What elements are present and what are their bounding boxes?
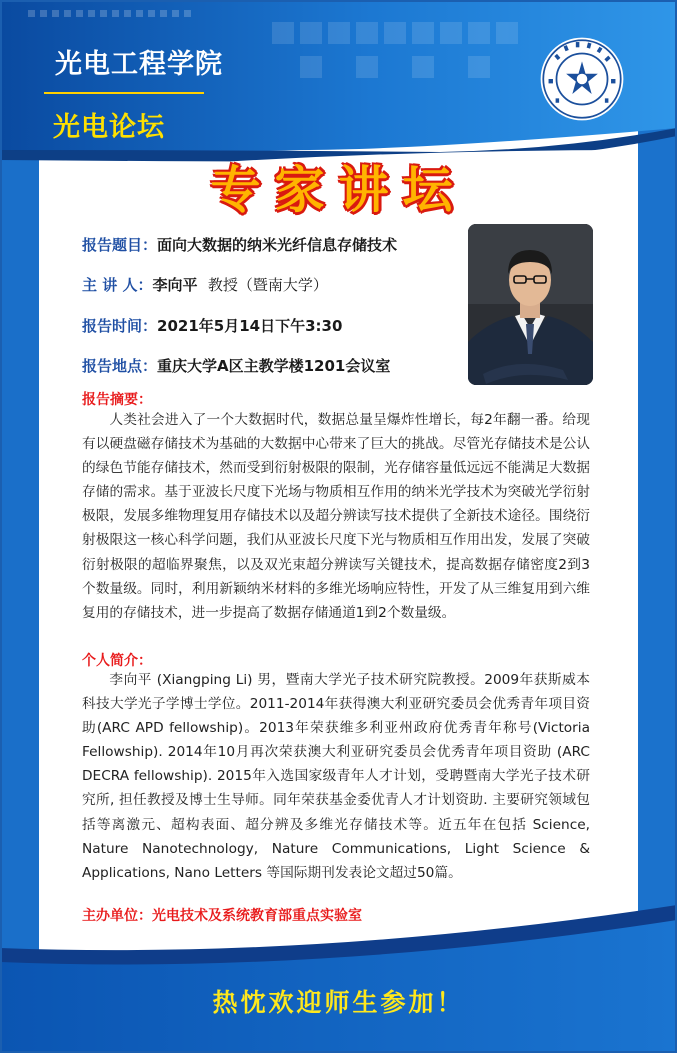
- college-name: 光电工程学院: [55, 49, 223, 80]
- university-seal-icon: [538, 35, 626, 123]
- speaker-row: [82, 274, 328, 295]
- page-title: 专家讲坛: [210, 160, 467, 219]
- speaker-photo: [468, 224, 593, 385]
- abstract-text: 人类社会进入了一个大数据时代，数据总量呈爆炸性增长，每2年翻一番。给现有以硬盘磁存储技术为基础的大数据中心带来了巨大的挑战。尽管光存储技术是公认的绿色节能存储技术，然而受到衍射极限的限制，光存储容量低远远不能满足大数据存储的需求。基于亚波长尺度下光场与物质相互作用的纳米光学技术为突破光学衍射极限，发展多维物理复用存储技术以及超分辨读写技术提供了全新技术途径。围绕衍射极限这一核心科学问题，我们从亚波长尺度下光与物质相互作用出发，发展了突破衍射极限的超临界聚焦，以及双光束超分辨读写关键技术，提高数据存储密度2到3个数量级。同时，利用新颖纳米材料的多维光场响应特性，开发了从三维复用到六维复用的存储技术，进一步提高了数据存储通道1到2个数量级。: [82, 412, 590, 621]
- speaker-label: 主 讲 人：: [82, 276, 153, 294]
- time-label: 报告时间：: [82, 317, 158, 335]
- host-organization: 主办单位：光电技术及系统教育部重点实验室: [82, 908, 362, 924]
- time-row: [82, 315, 342, 336]
- time-value: 2021年5月14日下午3:30: [157, 317, 343, 335]
- speaker-name: 李向平: [152, 276, 198, 294]
- abstract-heading: 报告摘要：: [82, 392, 152, 408]
- venue-row: [82, 355, 390, 376]
- topic-row: [82, 234, 397, 255]
- topic-label: 报告题目：: [82, 236, 158, 254]
- bio-text: 李向平 (Xiangping Li) 男，暨南大学光子技术研究院教授。2009年获斯威本科技大学光子学博士学位。2011-2014年获得澳大利亚研究委员会优秀青年项目资助(ARC APD fellowship)。2013年荣获维多利亚州政府优秀青年称号(Victoria Fellowship). 2014年10月再次荣获澳大利亚研究委员会优秀青年项目资助 (ARC DECRA fellowship). 2015年入选国家级青年人才计划，受聘暨南大学光子技术研究所, 担任教授及博士生导师。同年荣获基金委优青人才计划资助. 主要研究领域包括等离激元、超构表面、超分辨及多维光存储技术等。近五年在包括 Science, Nature Nanotechnology, Nature Communications, Light Science & Applications, Nano Letters 等国际期刊发表论文超过50篇。: [82, 672, 590, 881]
- speaker-title: 教授（暨南大学）: [207, 276, 328, 294]
- welcome-banner: 热忱欢迎师生参加！: [212, 988, 465, 1017]
- speaker-portrait-icon: [468, 224, 593, 385]
- venue-value: 重庆大学A区主教学楼1201会议室: [157, 357, 391, 375]
- forum-name: 光电论坛: [53, 112, 165, 143]
- bio-heading: 个人简介：: [82, 653, 152, 669]
- topic-value: 面向大数据的纳米光纤信息存储技术: [157, 236, 398, 254]
- venue-label: 报告地点：: [82, 357, 158, 375]
